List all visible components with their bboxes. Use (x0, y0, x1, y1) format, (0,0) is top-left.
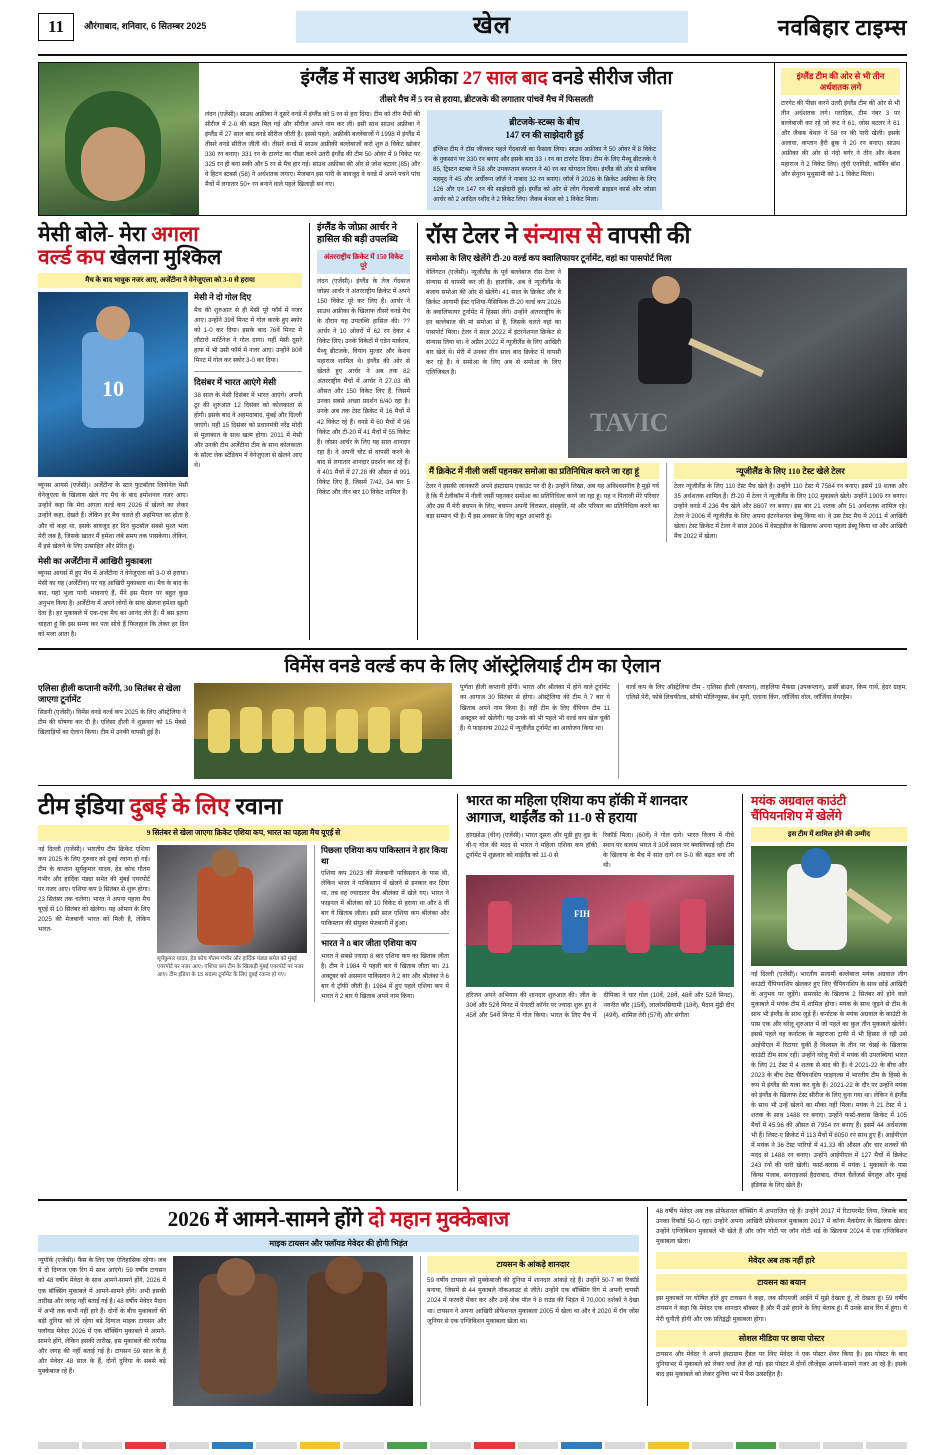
messi-sub3-head: मेसी का अर्जेंटीना में आखिरी मुकाबला (38, 555, 152, 566)
boxing-photo (173, 1256, 413, 1406)
messi-headline-1: मेसी बोले- मेरा (38, 222, 146, 247)
ti-headline-2: रवाना (235, 794, 283, 820)
masthead (38, 0, 907, 56)
ti-photo (157, 845, 307, 953)
mayank-yellow-bar: इस टीम में शामिल होने की उम्मीद (751, 827, 907, 842)
women-headline-1: विमेंस वनडे वर्ल्ड कप के लिए (284, 655, 478, 677)
boxing-headline-1: 2026 में आमने-सामने होंगे (167, 1207, 363, 1232)
messi-story (38, 223, 310, 639)
hockey-body-bottom: हरिजन अपने अभियान की शानदार शुरुआत की। जीत के 30वें और 52वें मिनट में पेनल्टी कॉर्नर पर ज्यादा शुरू हुए वे 45वें और 54वें मिनट में गोल किया। भारत के लिए मैच में दीपिका ने चार गोल (10वें, 28वें, 48वें और 52वें मिनट), नवनीत कौर (15वें), लालरेमसियामी (18वें), मैदान मुंद्री दीप (49वें), शामिल तेरी (57वें) और संगीता (466, 991, 734, 1019)
taylor-quote-head: मैं क्रिकेट में नीली जर्सी पहनकर समोआ का प्रतिनिधित्व करने जा रहा हूं (426, 463, 659, 480)
women-body-2: पूर्णता हीली कप्तानी होंगी। भारत और श्रीलंका में होने वाले टूर्नामेंट का आगाज 30 सितंबर से होगा। ऑस्ट्रेलिया की टीम ने 7 बार ये खिताब अपने नाम किया है। वहीं टीम के लिए चैंपियन टीम 11 अक्टूबर को खेलेगी। यह उनके को भी पहले भी वर्ल्ड कप खेल चुकी हैं। ये फाइनल्स 2022 में न्यूजीलैंड टूर्नामेंट का आयोजन किया था। (460, 684, 610, 732)
top-story-photo (39, 63, 199, 215)
taylor-headline-2: वापसी की (607, 223, 691, 249)
mayank-headline (751, 794, 907, 823)
page-number: 11 (38, 13, 74, 41)
messi-headline-2: खेलना मुश्किल (109, 245, 222, 270)
boxing-sub4-body: टायसन और मेवेदर ने अपने इंस्टाग्राम हैंडल पर लिए मेवेदर ने एक पोस्टर शेयर किया है। इस पोस्टर के बाद दुनियाभर में मुकाबले को लेकर चर्चा तेज हो गई। इस पोस्टर में दोनों लीजेंड्स आमने-सामने नजर आ रहे हैं। इसके बाद इस मुकाबले को लेकर दुनिया भर में फैंस उत्साहित हैं। (656, 1350, 907, 1378)
taylor-story (418, 223, 907, 639)
boxing-body: न्यूयॉर्क (एजेंसी)। फैंस के लिए एक ऐतिहासिक रहेगा। जब ये दो दिग्गज एक रिंग में साथ आएंगे। 59 वर्षीय टायसन को 48 वर्षीय मेवेदर के साथ आमने-सामने होंगे, 2026 में एक बॉक्सिंग मुकाबले में आमने-सामने होंगे। अभी इसकी तारीख और जगह नहीं बताई गई है। 48 वर्षीय मेवेदर मैदान में अभी तक कभी नहीं हारे हैं। दोनों के बीच मुकाबलों की बड़ी दुनिया को तो रहेगा बड़े दिग्गज माइक टायसन और फ्लॉयड मेवेदर 2026 में एक बॉक्सिंग मुकाबले में आमने-सामने होंगे, लेकिन इसकी तारीख, इस मुकाबले की तारीख और जगह की नहीं बताई गई है। टायसन 59 साल के हैं और मेवेदर 48 साल के हैं, दोनों दुनिया के सबसे बड़े मुक्केबाज रहे हैं। (38, 1257, 166, 1375)
side-box-title: इंग्लैंड टीम की ओर से भी तीन अर्धशतक लगे (781, 68, 900, 95)
hockey-body-right: रिकॉर्ड मिला। (60वें) ने गोल दागे। भारत विजय में नीचे स्थान पर कायम भारत ने 30वें स्थान पर क्वालिफाई रही टीम के खिलाफ के मैच में सात दागे रन 5-0 की बढ़त बना ली थी। (603, 831, 734, 869)
women-wc-headline (38, 656, 907, 678)
mayank-photo-caption (751, 966, 907, 967)
section-title: खेल (296, 11, 687, 43)
mayank-headline-1: मयंक अग्रवाल काउंटी (751, 794, 847, 809)
boxing-sub4-head: सोशल मीडिया पर छाया पोस्टर (656, 1330, 907, 1347)
team-india-story (38, 794, 458, 1191)
blue-box-subtitle: 147 रन की साझेदारी हुई (505, 129, 584, 140)
mid-section (38, 223, 907, 639)
top-story-blue-box (427, 110, 662, 210)
messi-sub1-head: मेसी ने दो गोल दिए (194, 292, 252, 303)
taylor-body: वेलिंगटन (एजेंसी)। न्यूजीलैंड के पूर्व बल्लेबाज रॉस टेलर ने संन्यास से वापसी कर ली है। हालांकि, अब वे न्यूजीलैंड के बजाय समोआ की ओर से खेलेंगे। 41 साल के क्रिकेट और वे क्रिकेट आगामी ईस्ट एशिया-पैसिफिक टी-20 वर्ल्ड कप 2026 के क्वालिफायर टूर्नामेंट में हिस्सा लेंगे। उन्होंने अंतरराष्ट्रीय के इन बल्लेबाज की मां समोआ से हैं, जिसके चलते वहां का पासपोर्ट मिला। टेलर ने साल 2022 में इंटरनेशनल क्रिकेट से संन्यास लिया था। वे अप्रैल 2022 में न्यूजीलैंड के लिए आखिरी बार खेले थे। मेरी में उनका तीन साल बाद क्रिकेट में वापसी कर रहे हैं। वे समोआ के लिए अब से समोआ के लिए एलिजिबल है। (426, 268, 562, 377)
messi-main-body: ब्यूनस आयर्स (एजेंसी)। अर्जेंटीना के स्टार फुटबॉलर लियोनेल मेसी वेनेजुएला के खिलाफ खेले गए मैच के बाद इमोशनल नजर आए। उन्होंने कहा कि मेरा अगला वर्ल्ड कप 2026 में खेलने का लेकर उन्होंने कहा, देखते हैं। लेकिन हर मैच चलते ही अहमियत का होता है और वो कहा था, इसके बावजूद हर दिन फुटबॉल सबसे मुश्त भला मेरी जब है, जिसके खातर मैं हमेशा लंबे समय तक पासकेगा। लेकिन, मैं इसे खेलने के लिए उत्साहित और प्रेरित हूं। (38, 482, 188, 550)
boxing-sub2-head: मेवेदर अब तक नहीं हारे (656, 1252, 907, 1269)
blue-box-title: ब्रीटजके-स्टब्स के बीच (509, 116, 580, 127)
hockey-headline-2: आगाज, थाईलैंड को 11-0 से हराया (466, 810, 637, 826)
taylor-subhead: समोआ के लिए खेलेंगे टी-20 वर्ल्ड कप क्वालिफायर टूर्नामेंट, वहां का पासपोर्ट मिला (426, 252, 672, 263)
ti-photo-caption: सूर्यकुमार यादव, हेड कोच गौतम गंभीर और हार्दिक पंड्या समेत को मुंबई एयरपोर्ट पर नजर आए। एशिया कप टीम के खिलाड़ी मुंबई एयरपोर्ट पर नजर आए। टीम इंडिया के 15 सदस्य टूर्नामेंट के लिए दुबई रवाना हो गए। (157, 955, 304, 978)
boxing-sub1-head: टायसन के आंकड़े शानदार (427, 1256, 639, 1273)
top-story-headline (205, 68, 768, 90)
boxing-sub3-head: टायसन का बयान (656, 1274, 907, 1291)
top-story-main (199, 63, 774, 215)
women-subhead: एलिसा हीली कप्तानी करेंगी, 30 सितंबर से खेला जाएगा टूर्नामेंट (38, 683, 181, 705)
ti-yellow-bar: 9 सितंबर से खेला जाएगा क्रिकेट एशिया कप, भारत का पहला मैच यूएई से (38, 825, 449, 841)
jofra-headline: इंग्लैंड के जोफ्रा आर्चर ने हासिल की बड़ी उपलब्धि (317, 223, 399, 245)
messi-sub3-body: ब्यूनस आयर्स में हुए मैच में अर्जेंटीना ने वेनेजुएला को 3-0 से हराया। मेसी का यह (अर्जेंटीना) पर यह आखिरी मुकाबला था। मैच के बाद के बाद, यहां भुला पानी भावनाएं हैं, मैंने इस मैदान पर बहुत कुछ अनुभव किया है। अर्जेंटीना में अपने लोगों के साथ खेलना हमेशा खुशी देता है। हर मुकाबले में एक-एक मैच का आनंद लेते हैं। मैं बस इतना चाहता हूं कि इस समय कर पता सोचे हैं फिलहाल कि लेकर हर दिन को मजा आता है। (38, 570, 188, 638)
mayank-story (743, 794, 907, 1191)
team-india-headline (38, 794, 449, 820)
paper-name: नवबिहार टाइम्स (777, 15, 907, 40)
ti-sub1-head: पिछला एशिया कप पाकिस्तान ने हार किया था (321, 844, 448, 866)
headline-part-red: 27 साल बाद (462, 68, 548, 89)
jofra-body: लंदन (एजेंसी)। इंग्लैंड के तेज गेंदबाज जोफ्रा आर्चर ने अंतरराष्ट्रीय क्रिकेट में अपने 150 विकेट पूरे कर लिए हैं। आर्चर ने साउथ अफ्रीका के खिलाफ तीसरे वनडे मैच के दौरान यह उपलब्धि हासिल की। ??आर्चर ने 10 ओवरों में 62 रन देकर 4 विकेट लिए। उनके विकेटों में एडेन मार्करम, मैथ्यू ब्रीटजके, वियान मुल्डर और केशव महाराज शामिल थे। इंग्लैंड की ओर से खेलते हुए आर्चर ने अब तक 82 अंतरराष्ट्रीय मैचों में आर्चर ने 27.03 की औसत और 150 विकेट लिए हैं, जिसमें उनका सबसे अच्छा प्रदर्शन 6/40 रहा है। उनके अब तक टेस्ट क्रिकेट में 16 मैचों में 42 विकेट रहे हैं। वनडे में 60 मैचों में 96 विकेट और टी-20 में 41 मैचों में 55 विकेट हैं। जोफ्रा आर्चर के लिए यह साल शानदार रहा है। वे अपनी चोट से वापसी करने के बाद से लगातार शानदार प्रदर्शन कर रहे हैं। वे 401 मैचों में 27.28 की औसत से 991 विकेट लिए हैं, जिसमें 7/42, 34 बार 5 विकेट और तीन बार 10 विकेट शामिल हैं। (317, 277, 410, 496)
boxing-story (38, 1199, 907, 1406)
blue-box-body: इंग्लिश टीम ने टॉस जीतकर पहले गेंदबाजी का फैसला लिया। साउथ अफ्रीका ने 50 ओवर में 8 विकेट के नुकसान पर 330 रन बनाए और इसके बाद 33 । रन का टारगेट दिया। टीम के लिए मैथ्यू ब्रीटजके ने 85, ट्रिस्टन स्टब्स ने 58 और उपकप्तान कप्तान ने 40 रन का योगदान दिया। इंग्लैंड की ओर से साकिब महमूद ने 45 और अर्चीरून जॉर्ज ने नाबाद 32 रन बनाए। जॉर्ज ने 2026 के क्रिकेट अफ्रीका के लिए 126 और एन 147 रन की साझेदारी हुई। इंग्लैंड को ओर से लोग गेंदबाजी ब्राइडन कार्स और जोफ्रा आर्चर को 2 आदिल रशीद ने 2 विकेट लिए। जैकब बेथल को 1 विकेट मिला। (433, 145, 656, 204)
messi-yellow-bar: मैच के बाद भावुक नजर आए, अर्जेंटीना ने वेनेजुएला को 3-0 से हराया (38, 273, 302, 288)
hockey-photo: FIH (466, 875, 734, 987)
messi-headline-red-2: वर्ल्ड कप (38, 245, 105, 270)
ti-sub2-body: भारत ने सबसे ज्यादा 8 बार एशिया कप का खिताब जीता है। टीम ने 1984 में पहली बार ये खिताब जीता था। 21 अक्टूबर को असमान पाकिस्तान ने 2 बार और श्रीलंका ने 6 बार ये ट्रॉफी जीती है। 1984 में हुए पहले एशिया कप में भारत ने 2 बार ये खिताब अपने नाम किया। (321, 953, 449, 1001)
women-wc-story (38, 648, 907, 787)
headline-part-1: इंग्लैंड में साउथ अफ्रीका (300, 68, 458, 89)
taylor-photo: TAVIC (568, 268, 907, 458)
messi-headline-red-1: अगला (151, 222, 199, 247)
women-headline-2: ऑस्ट्रेलियाई टीम का ऐलान (482, 655, 661, 677)
taylor-side-head: न्यूजीलैंड के लिए 110 टेस्ट खेले टेलर (674, 463, 907, 480)
taylor-side-body: टेलर न्यूजीलैंड के लिए 110 टेस्ट मैच खेले हैं। उन्होंने 110 टेस्ट में 7584 रन बनाए। इसमें 19 शतक और 35 अर्धशतक शामिल हैं। टी-20 में टेलर ने न्यूजीलैंड के लिए 102 मुकाबले खेले। उन्होंने 1909 रन बनाए। उन्होंने वनडे में 236 मैच खेले और 8607 रन बनाए। इस बार 21 शतक और 51 अर्धशतक शामिल रहे। टेलर ने 2006 में न्यूजीलैंड के लिए अपना इंटरनेशनल डेब्यू किया था। वे उस टेस्ट मैच में 2011 में आखिरी खेला। टेस्ट क्रिकेट में टेलर ने साल 2006 में वेस्टइंडीज के खिलाफ अपना पहला डेब्यू किया था और आखिरी मैच 2022 में खेला। (674, 483, 907, 541)
ti-headline-1: टीम इंडिया (38, 794, 124, 820)
taylor-headline-red: संन्यास से (523, 223, 603, 249)
messi-sub2-head: दिसंबर में भारत आएंगे मेसी (194, 377, 277, 388)
boxing-headline-red: दो महान मुक्केबाज (368, 1207, 510, 1232)
hockey-headline-1: भारत का महिला एशिया कप हॉकी में शानदार (466, 794, 688, 810)
hockey-body-left: हांगझोऊ (चीन) (एजेंसी)। भारत दूसरा और मूडी हुए वुड के बी-ए गोल की मदद से भारत ने महिला एशिया कप हॉकी टूर्नामेंट में शुक्रवार को थाईलैंड को 11-0 से (466, 831, 597, 859)
top-story-side-box (774, 63, 906, 215)
dateline: औरंगाबाद, शनिवार, 6 सितम्बर 2025 (84, 21, 207, 32)
top-story (38, 62, 907, 216)
footer-registration-bar (38, 1442, 907, 1449)
women-team-photo (194, 683, 452, 779)
jofra-story (310, 223, 418, 639)
taylor-headline-1: रॉस टेलर ने (426, 223, 518, 249)
messi-sub2-body: 38 साल के मेसी दिसंबर में भारत आएंगे। अपनी टूर की शुरुआत 12 दिसंबर को कोलकाता से होगी। इसके बाद वे अहमदाबाद, मुंबई और दिल्ली जाएंगे। यहीं 15 दिसंबर को प्रधानमंत्री नरेंद्र मोदी से मुलाकात के साथ खत्म होगा। 2011 में मेसी और उनकी टीम अर्जेंटीना टीम के साथ कोलकाता के सॉल्ट लेक स्टेडियम में वेनेजुएला से खेलने आए थे। (194, 391, 302, 470)
women-body-1: सिडनी (एजेंसी)। विमेंस वनडे वर्ल्ड कप 2025 के लिए ऑस्ट्रेलिया ने टीम की घोषणा कर दी है। एलिसा हीली ने शुक्रवार को 15 मेंबर्स खिलाड़ियों का ऐलान किया। टीम में उनकी वापसी हुई है। (38, 708, 186, 736)
ti-sub1-body: एशिया कप 2023 की मेजबानी पाकिस्तान के पास थी, लेकिन भारत ने पाकिस्तान में खेलने से इनकार कर दिया था, तब वह ज्यादातर मैच श्रीलंका में खेले गए। भारत ने फाइनल में श्रीलंका को 10 विकेट से हराया था और 8 वीं बार ये खिताब जीता। इसी साल एशिया कप श्रीलंका और पाकिस्तान की संयुक्त मेजबानी में हुआ। (321, 870, 449, 928)
ti-sub2-head: भारत ने 8 बार जीता एशिया कप (321, 938, 417, 949)
taylor-headline (426, 223, 907, 249)
mayank-headline-2: चैंपियनशिप में खेलेंगे (751, 808, 842, 823)
boxing-headline (38, 1207, 639, 1231)
ti-body: नई दिल्ली (एजेंसी)। भारतीय टीम क्रिकेट एशिया कप 2025 के लिए गुरुवार को दुबई रवाना हो गई। टीम के कप्तान सूर्यकुमार यादव, हेड कोच गौतम गंभीर और हार्दिक पंड्या समेत की मुंबई एयरपोर्ट पर नजर आए। एशिया कप 9 सितंबर से शुरू होगा। 23 सितंबर तक चलेगा। भारत ने अपना पहला मैच यूएई से 10 सितंबर को खेलेगा। यह ओमान के लिए 2025 की मेजबानी भारत को मिली है, लेकिन भारत- (38, 845, 150, 934)
jofra-blue-bar: अंतरराष्ट्रीय क्रिकेट में 150 विकेट पूरे (317, 250, 410, 274)
messi-photo: 10 (38, 292, 188, 477)
boxing-sub1-body: 59 वर्षीय टायसन को मुक्केबाजी की दुनिया में शानदार आंकड़े रहे हैं। उन्होंने 50-7 का रिकॉर्ड बनाया, जिसमें से 44 मुकाबले नॉकआउट से जीते। उन्होंने एक बॉक्सिंग रिंग में अपनी वापसी 2024 में फरवरी मेंकर कर और उन्हें जेक पॉल ने 8 राउंड की भिड़ंत में 70,000 दर्शकों ने देखा था। टायसन ने अपना आखिरी प्रोफेशनल मुकाबला 2005 में खेला था और वे 2020 में रॉय जोंस जूनियर से एक एग्जिबिशन मुकाबला खेला था। (427, 1277, 639, 1325)
mayank-body: नई दिल्ली (एजेंसी)। भारतीय सलामी बल्लेबाज मयंक अग्रवाल लीग काउंटी चैंपियनशिप खेलकर हुए लिए चैंपियनशिप के साथ छोड़ें आखिरी के अनुभव पर जुड़ेंगे। समरसेट के खिलाफ 2 सितंबर को होने वाले मुकाबले में मयंक टीम में शामिल होगा। मयंक के साथ जुड़ने से टीम के साथ भी इंग्लैंड के साथ जुड़े हैं। कर्नाटक के मयंक अग्रवाल के काउंटी के पास एक और घरेलू शुरुआत में जो पहले का कुल तीन मुकाबले खेलेंगे। इससे पहले वह कर्नाटक के महाराजा ट्राफी में भी हिस्सा ले रही उसे आईपीएल में रिटायर चुकीं हैं विश्वस्त के तीन पर चेन्नई के खिलाफ काउंटी टीम साथ रहीं। उन्होंने घरेलू मैचों में मयंक की उपलब्धियां भारत के लिए 21 टेस्ट में 4 शतक से बाद की हैं। वे 2021-22 के बीच और 2023 के बीच टेस्ट चैंपियनशिप फाइनल्स में भारतीय टीम के हिस्से के रूप में इंग्लैंड की यात्रा कर चुके हैं। 2021-22 के दौर पर उन्होंने मयंक को इंग्लैंड के खिलाफ टेस्ट सीरीज के लिए चुना गया था। लेकिन वे इंग्लैंड के साथ भी उन्हें खेलने का मौका नहीं मिला। मयंक ने 21 टेस्ट में 1 शतक के साथ 1488 रन बनाए। उन्होंने फर्स्ट-क्लास क्रिकेट में 105 मैचों में 45.96 की औसत से 7954 रन बनाए हैं। इसमें 44 अर्धशतक भी हैं। लिस्ट-ए क्रिकेट में 113 मैचों में 8050 रन साथ हुए हैं। आईपीएल में मयंक ने 36 टेस्ट पारियों में 41.33 की औसत और चार शतकों की मदद से 1488 रन बनाए। उन्होंने आईपीएल में 127 मैचों में क्रिकेट 243 रनों की पारी खेली। फर्स्ट-क्लास में मयंक 1 मुकाबले के पास किंग्स पंजाब, सनराइजर्स हैदराबाद, रॉयल चैलेंजर्स बेंगलुरु और मुंबई इंडियंस के लिए खेले हैं। (751, 971, 907, 1190)
boxing-sub3-body: इस मुकाबले पर घोषित होते हुए टायसन ने कहा, जब सीएमजी आईने में मुझे देखता हूं, तो देखता हूं। 59 वर्षीय टायसन ने कहा कि मेवेदर एक शानदार बॉक्सर है और मैं उसे हराने के लिए बेताब हूं। मैं उनके साथ रिंग में हूंगा। ये मेरी चुनौती होगी और एक प्रतिद्वंद्वी मुकाबला होगा। (656, 1295, 907, 1323)
headline-part-2: वनडे सीरीज जीता (552, 68, 673, 89)
messi-sub1-body: मैच की शुरुआत से ही मेसी पूरे फॉर्म में नजर आए। उन्होंने 39वें मिनट में गोल करके हुए स्कोर को 1-0 कर दिया। इसके बाद 76वें मिनट में लौटारो मार्टिनेज ने गोल दागा। यहीं मेसी दूसरे हाफ में भी उसी फॉर्म में नजर आए। उन्होंने 80वें मिनट में गोल कर स्कोर 3-0 कर दिया। (194, 306, 302, 365)
women-squad: वर्ल्ड कप के लिए ऑस्ट्रेलिया टीम - एलिसा हीली (कप्तान), ताहलिया मैकग्रा (उपकप्तान), डार्सी ब्राउन, किम गार्थ, हेदर ग्राहम, एलिसे पेरी, फोबे लिचफील्ड, सोफी मोलिन्यूक्स, बेथ मूनी, एलाना किंग, जॉर्जिया वोल, जॉर्जिया वेयरहैम। (626, 684, 907, 702)
taylor-quote-body: टेलर ने इसकी जानकारी अपने इंस्टाग्राम एकाउंट पर दी है। उन्होंने लिखा, अब यह अविश्वसनीय है मुझे गर्व है कि मैं टेलीकॉम में नीली जर्सी पहनकर समोआ का प्रतिनिधित्व करने जा रहा हूं। यह न पिताजी मेरे परिवार और उस मैं मेरी बचपन के लिए, बचपन अपनी विरासत, संस्कृति, मां और परिवार का प्रतिनिधित्व करने का बड़ा सम्मान भी है। मैं इस अवसर के लिए बहुत आभारी हूं। (426, 483, 659, 521)
boxing-blue-bar: माइक टायसन और फ्लॉयड मेवेदर की होगी भिड़ंत (38, 1235, 639, 1252)
top-story-body: लंदन (एजेंसी)। साउथ अफ्रीका ने दूसरे वनडे में इंग्लैंड को 5 रन से हरा दिया। टीम को तीन मैचों की सीरीज में 2-0 की बढ़त मिल गई और सीरीज अपने नाम कर ली। इसी साथ साउथ अफ्रीका ने इंग्लैंड में 27 साल बाद वनडे सीरीज जीती है। इससे पहले, अफ्रीकी बल्लेबाजों ने 1998 में इंग्लैंड में तीसरे वनडे सीरीज जीती थी। तीसरे वनडे में साउथ अफ्रीकी बल्लेबाजों करो शुरु 8 विकेट खोकर 330 रन बनाए। 331 रन के टारगेट का पीछा करने उतरी इंग्लैंड की टीम 50 ओवर में 9 विकेट पर 325 रन ही बना सकी और 5 रन से मैच हार गई। साउथ अफ्रीका की ओर से जोश बटलर (85) और वे हिटन स्टबर्स (58) ने अर्धशतक लगाए। मेजबान इस पारी के बावजूद वे वनडे में अपने पचने पांच मैचों में लगातार 50+ रन बनाने वाले पहले खिलाड़ी बन गए। (205, 110, 420, 189)
row-three (38, 794, 907, 1191)
mayank-photo (751, 846, 907, 966)
ti-headline-red: दुबई के लिए (129, 794, 230, 820)
top-story-subhead: तीसरे मैच में 5 रन से हराया, ब्रीटजके की लगातार पांचवें मैच में फिसलती (379, 93, 594, 104)
messi-headline (38, 223, 302, 269)
hockey-headline (466, 794, 734, 826)
side-box-body: टारगेट की पीछा करने उतरी इंग्लैंड टीम की ओर से भी तीन अर्धशतक लगे। ग्लादिक, टीम नंबर 3 पर बल्लेबाजी कर रहे जो रूट ने 61, जोस बटलर ने 61 और जैकब बेथल ने 58 रन की पारी खेली। इसके अलावा, कप्तान हैरी ब्रुक ने 20 रन बनाए। साउथ अफ्रीका की ओर से नंदो बर्गर ने तीन और केशव महाराज ने 2 विकेट लिए। लुंगी एनगिडी, कॉर्बिन बॉश और सेनुरन मुथुसामी को 1-1 विकेट मिला। (781, 100, 900, 178)
hockey-story (458, 794, 743, 1191)
boxing-sub2-body-intro: 48 वर्षीय मेवेदर अब तक प्रोफेशनल बॉक्सिंग में अपराजित रहे हैं। उन्होंने 2017 में रिटायरमेंट लिया, जिसके बाद उनका रिकॉर्ड 50-0 रहा। उन्होंने अपना आखिरी प्रोफेशनल मुकाबला 2017 में कॉनर मैकग्रेगर के खिलाफ खेला। उन्होंने एग्जिबिशन मुकाबले भी खेले हैं और जॉन गोटी पर जॉन गोटी थर्ड के खिलाफ 2024 में एक एग्जिबिशन मुकाबला खेला। (656, 1208, 907, 1246)
